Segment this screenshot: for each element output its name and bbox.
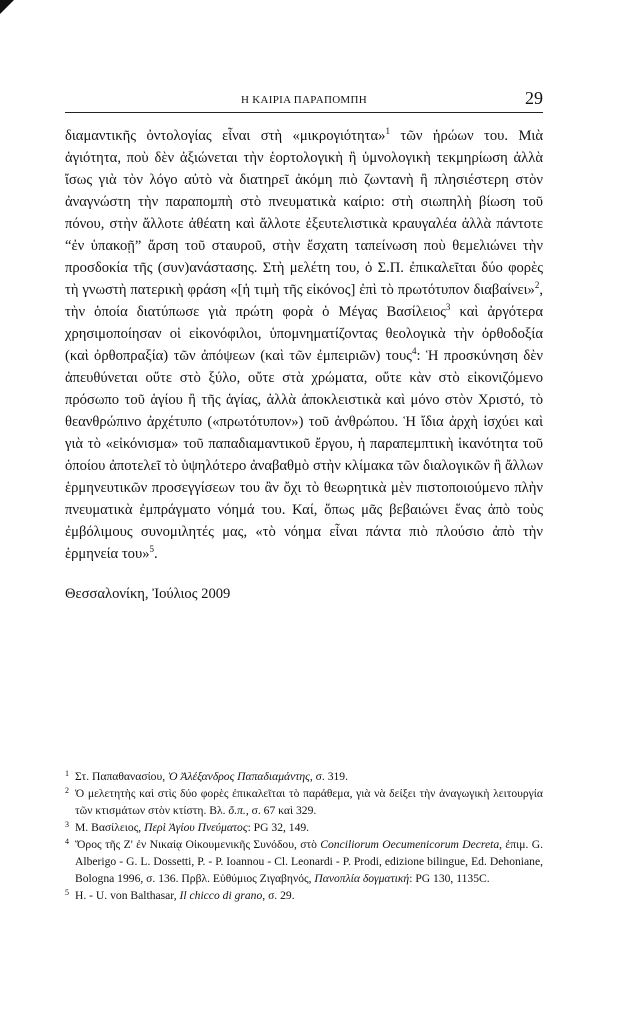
- running-head: [65, 88, 543, 113]
- footnote-ref: 2: [534, 280, 540, 291]
- footnote: [65, 785, 543, 819]
- footnote-text: : PG 130, 1135C.: [409, 872, 490, 885]
- footnote-text: , σ. 319.: [309, 770, 349, 783]
- footnote-text: : PG 32, 149.: [247, 821, 310, 834]
- footnote: [65, 819, 543, 836]
- body-text-segment: καὶ ἀργότερα χρησιμοποίησαν οἱ εἰκονόφιλοι, ὑπομνηματίζοντας θεολογικὰ τὴν ὀρθοδοξία (καὶ ὀρθοπραξία) τῶν ἀπόψεων (καὶ τῶν ἐμπειριῶν) τους: [65, 304, 543, 364]
- footnote-number: 1: [65, 769, 69, 778]
- footnote-number: 4: [65, 837, 69, 846]
- body-text-segment: διαμαντικῆς ὀντολογίας εἶναι στὴ «μικρογιότητα»: [65, 128, 386, 144]
- footnote-number: 2: [65, 786, 69, 795]
- footnote: [65, 768, 543, 785]
- book-page: [65, 88, 543, 605]
- page-corner-mark: [0, 0, 14, 14]
- footnote-text: Στ. Παπαθανασίου,: [75, 770, 169, 783]
- footnote-text: , σ. 67 καὶ 329.: [245, 804, 317, 817]
- footnote-text: , ἐπιμ. G. Alberigo - G. L. Dossetti, P. - P. Ioannou - Cl. Leonardi - P. Prodi, edizione bilingue, Ed. Dehoniane, Bologna 1996, σ. 136. Πρβλ. Εὐθύμιος Ζιγαβηνός,: [75, 838, 544, 885]
- page-number: 29: [525, 88, 543, 108]
- footnote-title: Conciliorum Oecumenicorum Decreta: [320, 838, 500, 851]
- footnotes: [65, 768, 543, 904]
- footnote-ref: 4: [411, 346, 417, 357]
- running-title: Η ΚΑΙΡΙΑ ΠΑΡΑΠΟΜΠΗ: [240, 94, 368, 106]
- footnote-text: Ὁ μελετητὴς καὶ στὶς δύο φορὲς ἐπικαλεῖται τὸ παράθεμα, γιὰ νὰ δείξει τὴν ἀναγωγικὴ λειτουργία τῶν κτισμάτων στὸν κτίστη. Βλ.: [75, 787, 543, 817]
- footnote-title: Πανοπλία δογματική: [314, 872, 410, 885]
- footnote-ref: 1: [385, 126, 390, 137]
- footnote-number: 5: [65, 888, 69, 897]
- body-text-segment: : Ἡ προσκύνηση δὲν ἀπευθύνεται οὔτε στὸ ξύλο, οὔτε στὰ χρώματα, οὔτε κὰν στὸ εἰκονιζόμενο πρόσωπο τοῦ ἁγίου ἢ τῆς ἁγίας, ἀλλὰ ἀποκλειστικὰ καὶ μόνο στὸν Χριστό, τὸ θεανθρώπινο ἀρχέτυπο («πρωτότυπον») τοῦ ἀνθρώπου. Ἡ ἴδια ἀρχὴ ἰσχύει καὶ γιὰ τὸ «εἰκόνισμα» τοῦ παπαδιαμαντικοῦ ἔργου, ἡ παραπεμπτικὴ ἱκανότητα τοῦ ὁποίου ἀποτελεῖ τὸ ὑψηλότερο ἀναβαθμὸ στὴν κλίμακα τῶν διαλογικῶν ἢ ἄλλων ἑρμηνευτικῶν προσεγγίσεων του ἂν ὄχι τὸ θεωρητικὰ μὲν πιστοποιούμενο πλὴν πνευματικὰ ἐμπράγματο νόημά του. Καί, ὅπως μᾶς βεβαιώνει ἕνας ἀπὸ τοὺς ἐμβόλιμους συνομιλητές μας, «τὸ νόημα εἶναι πάντα πιὸ πλούσιο ἀπὸ τὴν ἑρμηνεία του»: [65, 348, 543, 562]
- footnote-text: H. - U. von Balthasar,: [75, 889, 180, 902]
- footnote-number: 3: [65, 820, 69, 829]
- footnote-ref: 3: [445, 302, 451, 313]
- place-date-signoff: Θεσσαλονίκη, Ἰούλιος 2009: [65, 586, 231, 602]
- footnote-abbreviation: ὅ.π.: [228, 804, 246, 817]
- body-text-segment: , τὴν ὁποία διατύπωσε γιὰ πρώτη φορὰ ὁ Μέγας Βασίλειος: [65, 282, 543, 320]
- body-paragraph: [65, 125, 543, 565]
- footnote: [65, 836, 543, 887]
- footnote: [65, 887, 543, 904]
- body-text-segment: τῶν ἡρώων του. Μιὰ ἁγιότητα, ποὺ δὲν ἀξιώνεται τὴν ἑορτολογικὴ ἢ ὑμνολογικὴ τεκμηρίωση ἀλλὰ ἴσως γιὰ τὸν λόγο αὐτὸ νὰ διατηρεῖ ἀκόμη πιὸ ζωντανὴ ἢ πλησιέστερη στὸν ἀναγνώστη τὴν παραπομπὴ στὸ πνευματικὰ καίριο: στὴ σιωπηλὴ βίωση τοῦ πόνου, στὴν ἄλλοτε ἀθέατη καὶ ἄλλοτε ἐξευτελιστικὰ κραυγαλέα ἀλλὰ πάντοτε “ἐν ὑπακοῇ” ἄρση τοῦ σταυροῦ, στὴν ἔσχατη ταπείνωση ποὺ θεμελιώνει τὴν προσδοκία τῆς (συν)ανάστασης. Στὴ μελέτη του, ὁ Σ.Π. ἐπικαλεῖται δύο φορὲς τὴ γνωστὴ πατερικὴ φράση «[ἡ τιμὴ τῆς εἰκόνος] ἐπὶ τὸ πρωτότυπον διαβαίνει»: [65, 128, 543, 298]
- footnote-text: Μ. Βασίλειος,: [75, 821, 145, 834]
- footnote-title: Περὶ Ἁγίου Πνεύματος: [144, 821, 248, 834]
- body-text-segment: .: [154, 546, 158, 562]
- footnote-ref: 5: [149, 544, 154, 555]
- footnote-text: , σ. 29.: [262, 889, 295, 902]
- footnote-title: Il chicco di grano: [179, 889, 263, 902]
- footnote-text: Ὅρος τῆς Ζ' ἐν Νικαίᾳ Οἰκουμενικῆς Συνόδου, στὸ: [75, 838, 321, 851]
- footnote-title: Ὁ Ἀλέξανδρος Παπαδιαμάντης: [168, 770, 310, 783]
